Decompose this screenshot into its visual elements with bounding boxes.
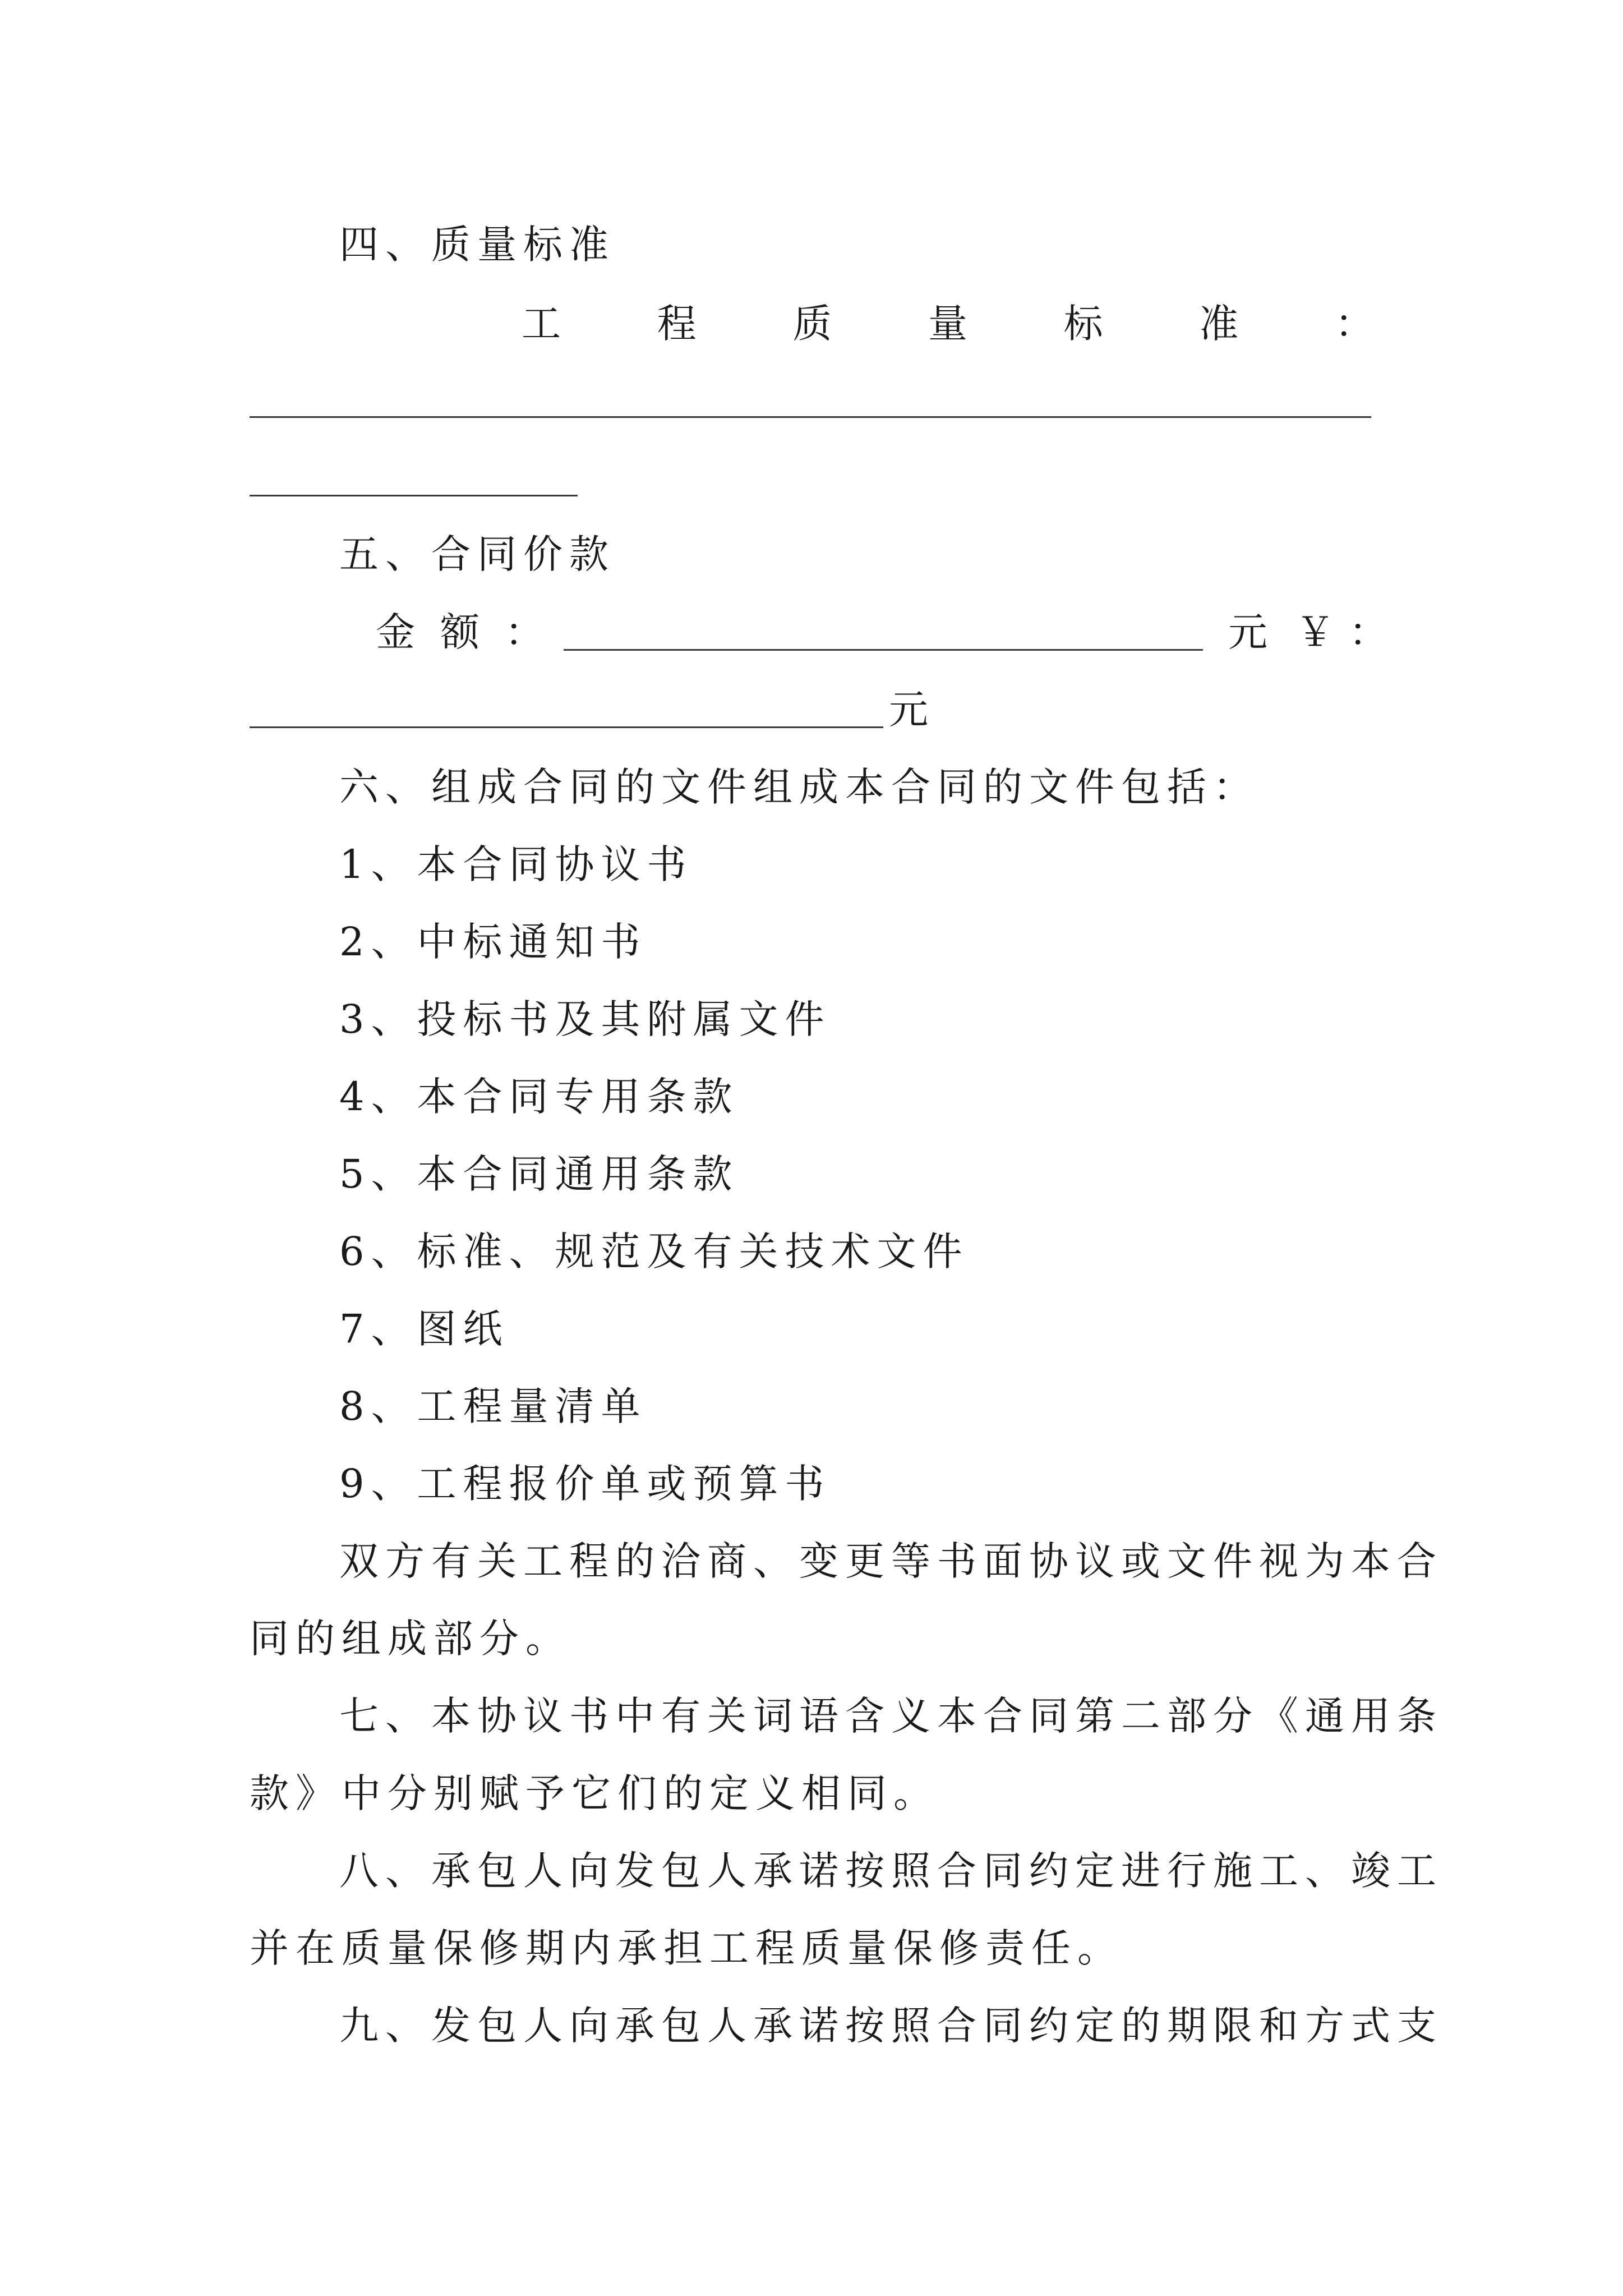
quality-standard-char: 准	[1199, 301, 1239, 347]
quality-standard-char: ：	[1334, 301, 1374, 347]
yen-colon: ：	[1349, 609, 1388, 655]
section-4-heading: 四、质量标准	[339, 222, 615, 268]
list-item: 3、投标书及其附属文件	[339, 996, 831, 1042]
quality-standard-label	[522, 296, 1374, 352]
yen-symbol: ￥	[1295, 609, 1335, 655]
amount-yuan-label-2: 元	[889, 687, 935, 733]
amount-label-char: 金	[376, 609, 415, 655]
list-item: 1、本合同协议书	[339, 841, 693, 887]
list-item: 9、工程报价单或预算书	[339, 1461, 831, 1507]
section-8-line: 并在质量保修期内承担工程质量保修责任。	[250, 1925, 1123, 1971]
quality-standard-char: 工	[522, 301, 561, 347]
list-item: 8、工程量清单	[339, 1383, 647, 1429]
amount-label-char: 额	[440, 609, 479, 655]
list-item: 2、中标通知书	[339, 919, 647, 965]
section-9-line: 九、发包人向承包人承诺按照合同约定的期限和方式支	[339, 2003, 1443, 2049]
amount-fill-line	[564, 649, 1203, 651]
amount-figure-fill-line	[250, 726, 883, 728]
quality-standard-char: 量	[928, 301, 967, 347]
quality-standard-fill-line-2	[250, 495, 578, 496]
quality-standard-fill-line-1	[250, 416, 1371, 418]
section-5-heading: 五、合同价款	[339, 531, 615, 577]
paragraph-line: 同的组成部分。	[250, 1616, 571, 1662]
list-item: 5、本合同通用条款	[339, 1151, 739, 1197]
section-8-line: 八、承包人向发包人承诺按照合同约定进行施工、竣工	[339, 1848, 1443, 1894]
amount-row	[376, 604, 1388, 660]
section-6-heading: 六、组成合同的文件组成本合同的文件包括：	[339, 764, 1259, 810]
list-item: 4、本合同专用条款	[339, 1074, 739, 1120]
quality-standard-char: 标	[1063, 301, 1103, 347]
amount-yuan-label: 元	[1228, 609, 1267, 655]
section-7-line: 七、本协议书中有关词语含义本合同第二部分《通用条	[339, 1693, 1443, 1739]
list-item: 6、标准、规范及有关技术文件	[339, 1228, 969, 1274]
list-item: 7、图纸	[339, 1306, 509, 1352]
quality-standard-char: 质	[792, 301, 832, 347]
paragraph-line: 双方有关工程的洽商、变更等书面协议或文件视为本合	[339, 1538, 1443, 1584]
amount-label-char: ：	[505, 609, 544, 655]
quality-standard-char: 程	[657, 301, 697, 347]
section-7-line: 款》中分别赋予它们的定义相同。	[250, 1770, 939, 1816]
